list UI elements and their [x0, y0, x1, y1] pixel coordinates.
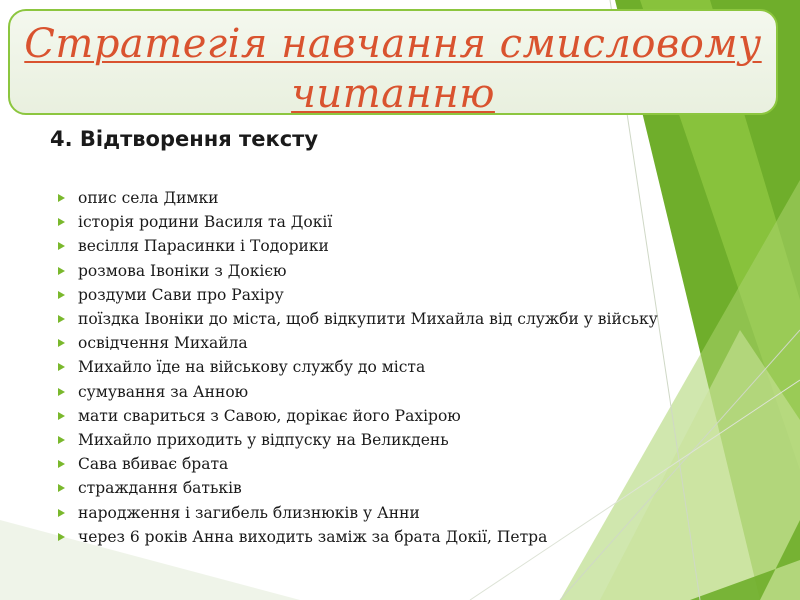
triangle-bullet-icon: [58, 194, 65, 202]
plot-points-list: [56, 186, 658, 549]
list-item: [56, 428, 658, 452]
slide-title-line1: Стратегія навчання смисловому: [24, 21, 762, 67]
list-item: [56, 186, 658, 210]
section-heading: 4. Відтворення тексту: [50, 127, 319, 151]
triangle-bullet-icon: [58, 363, 65, 371]
list-item: [56, 452, 658, 476]
triangle-bullet-icon: [58, 412, 65, 420]
list-item-text: опис села Димки: [78, 189, 219, 207]
list-item-text: поїздка Івоніки до міста, щоб відкупити Михайла від служби у війську: [78, 310, 658, 329]
triangle-bullet-icon: [58, 533, 65, 541]
list-item: [56, 476, 658, 500]
triangle-bullet-icon: [58, 339, 65, 347]
list-item-text: страждання батьків: [78, 479, 242, 498]
triangle-bullet-icon: [58, 460, 65, 468]
list-item: [56, 210, 658, 234]
triangle-bullet-icon: [58, 388, 65, 396]
list-item-text: історія родини Василя та Докії: [78, 213, 333, 232]
list-item: [56, 404, 658, 428]
list-item-text: сумування за Анною: [78, 382, 249, 401]
list-item-text: роздуми Сави про Рахіру: [78, 285, 284, 304]
triangle-bullet-icon: [58, 218, 65, 226]
list-item: [56, 525, 658, 549]
triangle-bullet-icon: [58, 242, 65, 250]
triangle-bullet-icon: [58, 436, 65, 444]
list-item: [56, 380, 658, 404]
list-item-text: весілля Парасинки і Тодорики: [78, 237, 329, 256]
list-item-text: народження і загибель близнюків у Анни: [78, 503, 420, 522]
list-item-text: Михайло приходить у відпуску на Великдень: [78, 431, 449, 450]
list-item-text: розмова Івоніки з Докією: [78, 261, 287, 280]
list-item: [56, 259, 658, 283]
slide-title-line2: читанню: [291, 71, 495, 117]
list-item-text: Сава вбиває брата: [78, 455, 229, 474]
list-item-text: освідчення Михайла: [78, 334, 248, 353]
triangle-bullet-icon: [58, 509, 65, 517]
title-box: [8, 9, 778, 115]
list-item: [56, 234, 658, 258]
list-item: [56, 355, 658, 379]
list-item: [56, 283, 658, 307]
triangle-bullet-icon: [58, 315, 65, 323]
triangle-bullet-icon: [58, 267, 65, 275]
list-item: [56, 307, 658, 331]
list-item-text: мати свариться з Савою, дорікає його Рахірою: [78, 406, 461, 425]
list-item-text: через 6 років Анна виходить заміж за брата Докії, Петра: [78, 527, 548, 546]
list-item: [56, 501, 658, 525]
triangle-bullet-icon: [58, 291, 65, 299]
list-item-text: Михайло їде на військову службу до міста: [78, 358, 426, 377]
list-item: [56, 331, 658, 355]
triangle-bullet-icon: [58, 484, 65, 492]
